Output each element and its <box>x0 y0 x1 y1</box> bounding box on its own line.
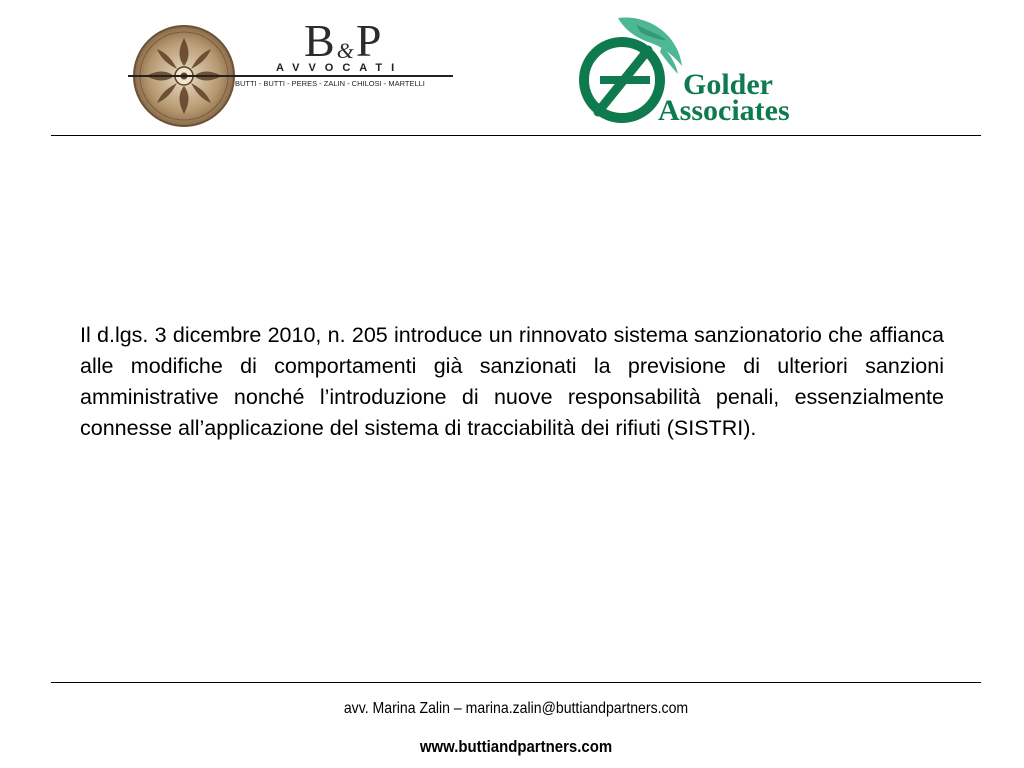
golder-wordmark-line2: Associates <box>658 94 790 127</box>
bp-avvocati-logo <box>128 15 458 134</box>
bp-logo-underline <box>128 75 453 77</box>
footer-divider <box>51 682 981 683</box>
bp-wordmark: AVVOCATI <box>276 62 404 74</box>
golder-wordmark-line1: Golder <box>683 68 773 101</box>
bp-partners-list: BUTTI - BUTTI - PERES - ZALIN - CHILOSI - MARTELLI <box>235 79 425 88</box>
footer-contact: avv. Marina Zalin – marina.zalin@buttiandpartners.com <box>343 700 689 717</box>
golder-wordmark <box>658 68 790 127</box>
bp-monogram-right: P <box>355 15 383 66</box>
header-divider <box>51 135 981 136</box>
golder-associates-logo <box>578 16 823 128</box>
body-paragraph: Il d.lgs. 3 dicembre 2010, n. 205 introduce un rinnovato sistema sanzionatorio che affianca alle modifiche di comportamenti già sanzionati la previsione di ulteriori sanzioni amministrative nonché l’introduzione di nuove responsabilità penali, essenzialmente connesse all’applicazione del sistema di tracciabilità dei rifiuti (SISTRI). <box>80 322 944 440</box>
bp-monogram-amp: & <box>336 38 355 63</box>
footer-website[interactable]: www.buttiandpartners.com <box>419 737 613 756</box>
bp-monogram-left: B <box>304 15 336 66</box>
